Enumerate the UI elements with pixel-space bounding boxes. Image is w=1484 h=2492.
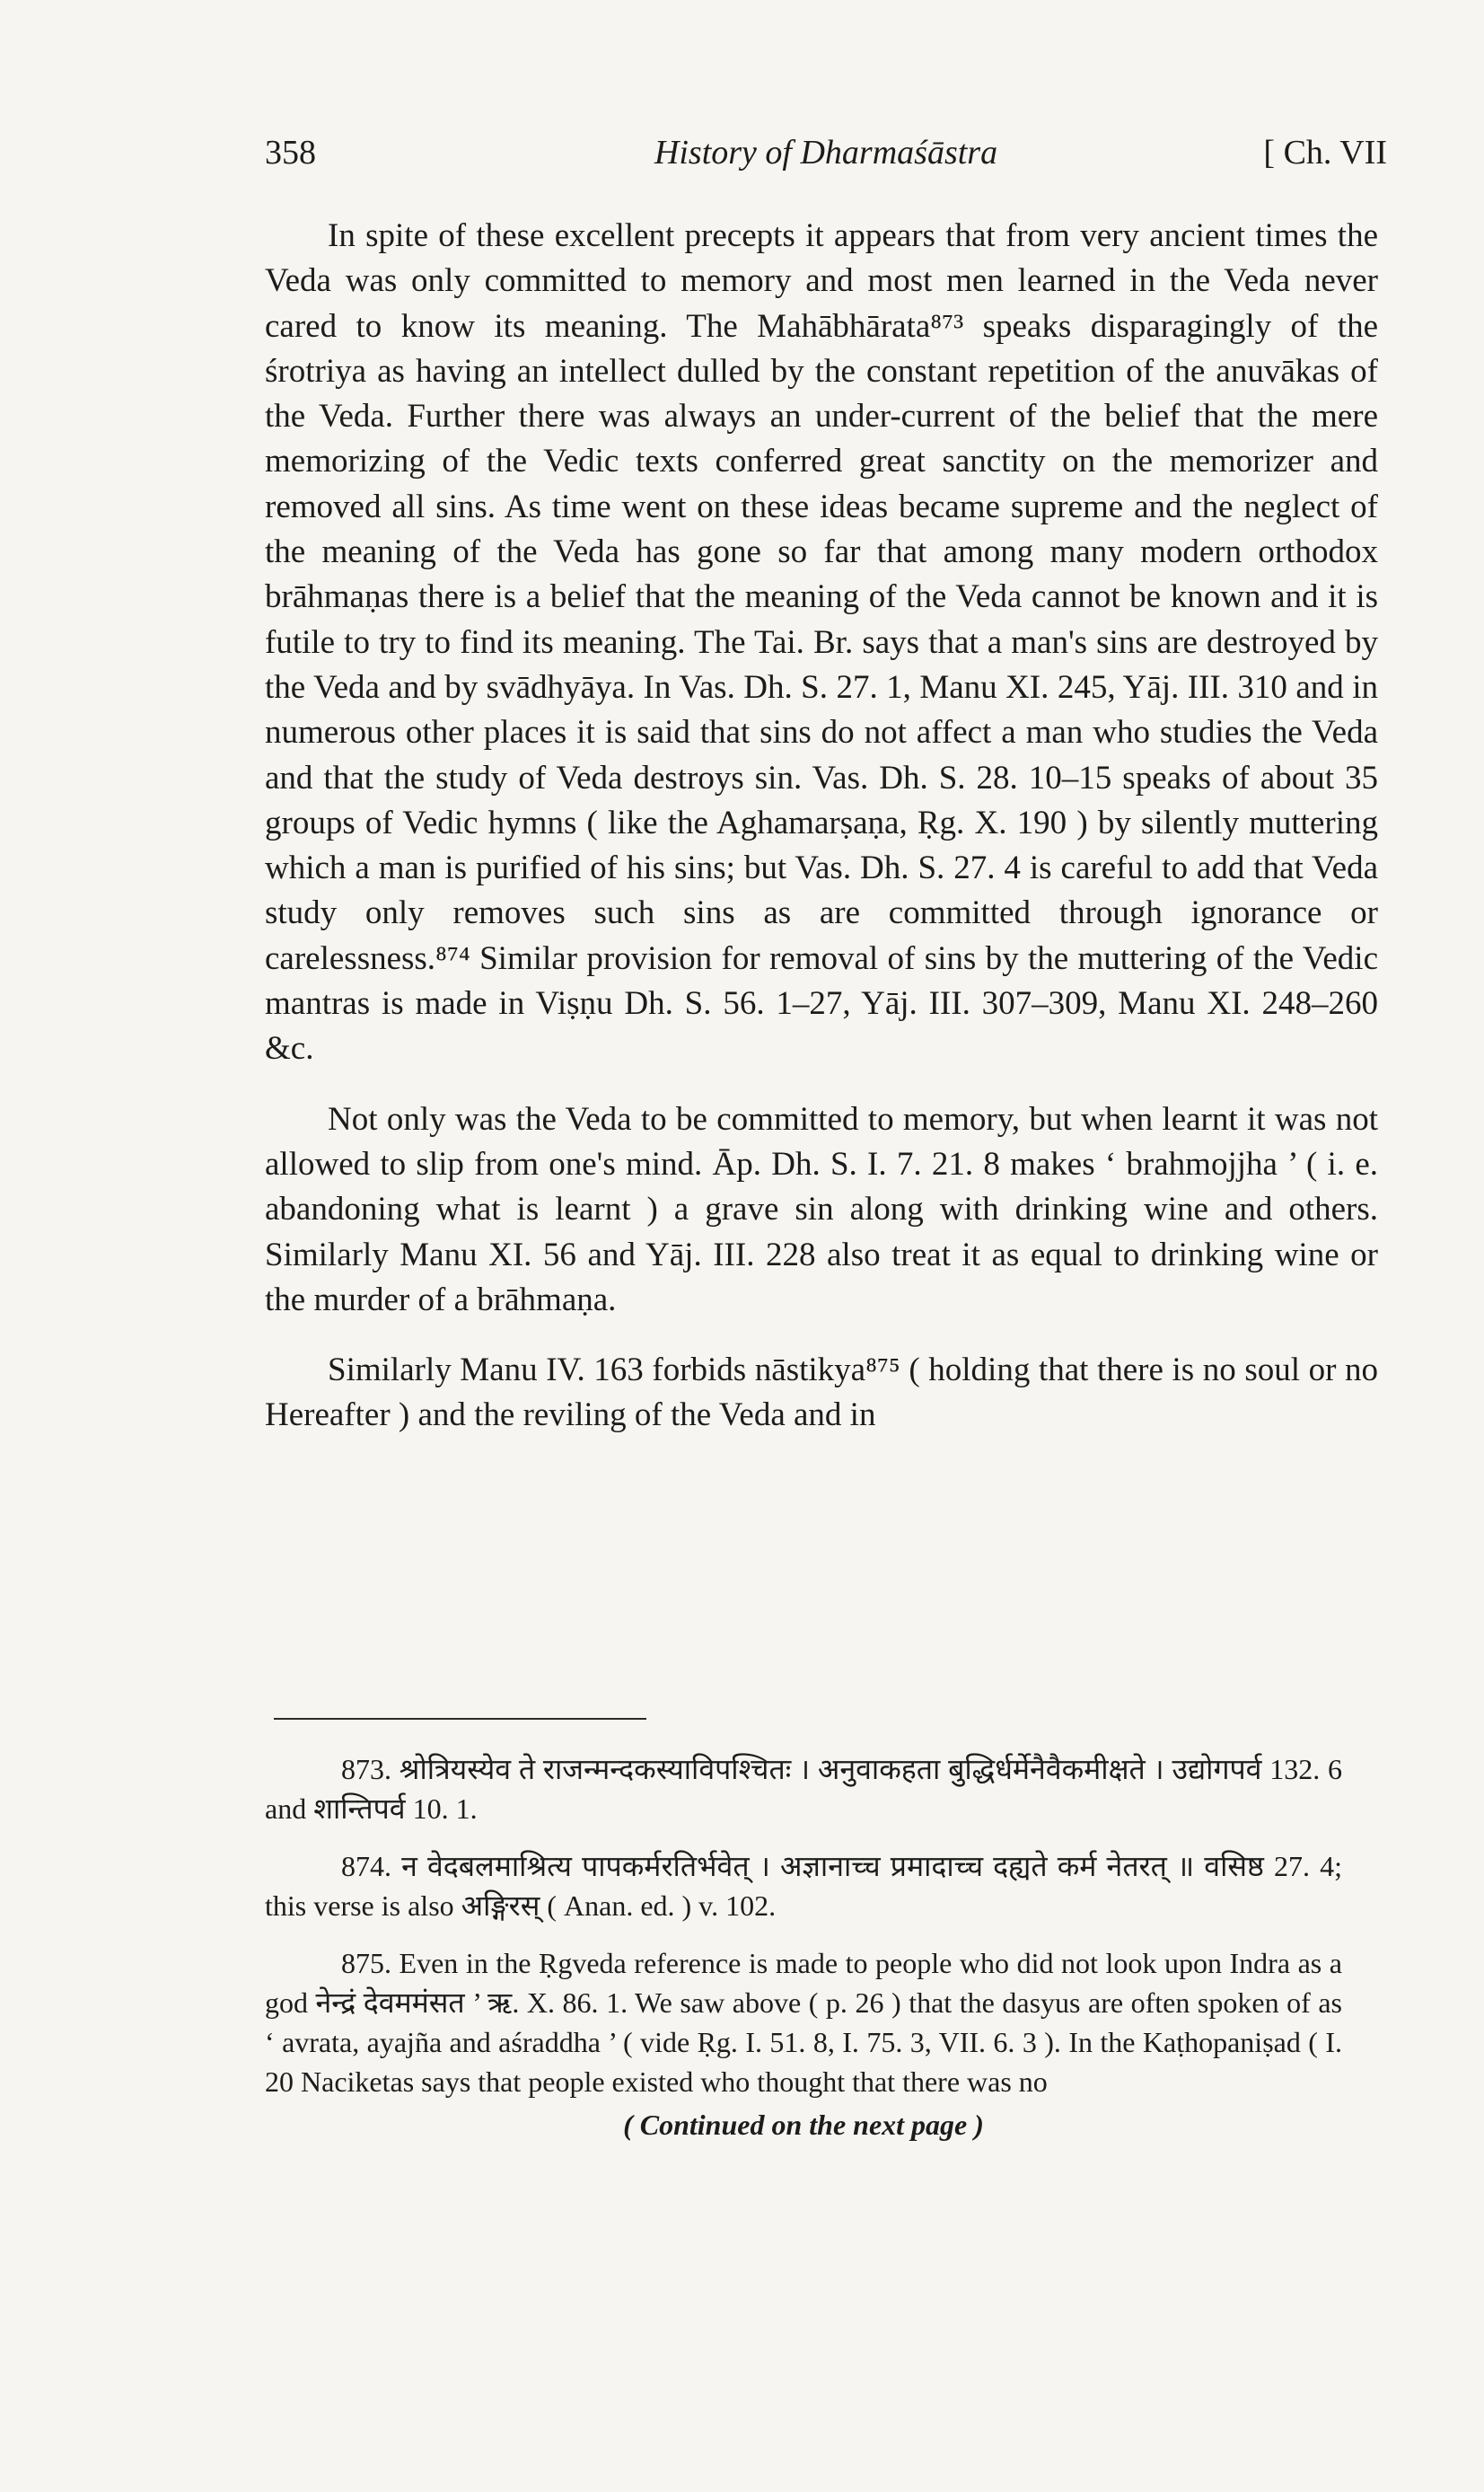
footnote: 873. श्रोत्रियस्येव ते राजन्मन्दकस्याविपश्चितः । अनुवाकहता बुद्धिर्धर्मेनैवैकमीक्षते । उद्योगपर्व 132. 6 and शान्तिपर्व 10. 1. (265, 1753, 1342, 1825)
paragraph: In spite of these excellent precepts it appears that from very ancient times the Veda was only committed to memory and most men learned in the Veda never cared to know its meaning. The Mahābhārata⁸⁷³ speaks disparagingly of the śrotriya as having an intellect dulled by the constant repetition of the anuvākas of the Veda. Further there was always an under-current of the belief that the mere memorizing of the Vedic texts conferred great sanctity on the memorizer and removed all sins. As time went on these ideas became supreme and the neglect of the meaning of the Veda has gone so far that among many modern orthodox brāhmaṇas there is a belief that the meaning of the Veda cannot be known and it is futile to try to find its meaning. The Tai. Br. says that a man's sins are destroyed by the Veda and by svādhyāya. In Vas. Dh. S. 27. 1, Manu XI. 245, Yāj. III. 310 and in numerous other places it is said that sins do not affect a man who studies the Veda and that the study of Veda destroys sin. Vas. Dh. S. 28. 10–15 speaks of about 35 groups of Vedic hymns ( like the Aghamarṣaṇa, Ṛg. X. 190 ) by silently muttering which a man is purified of his sins; but Vas. Dh. S. 27. 4 is careful to add that Veda study only removes such sins as are committed through ignorance or carelessness.⁸⁷⁴ Similar provision for removal of sins by the muttering of the Vedic mantras is made in Viṣṇu Dh. S. 56. 1–27, Yāj. III. 307–309, Manu XI. 248–260 &c. (265, 217, 1378, 1068)
footnote-divider (274, 1718, 646, 1720)
footnote: 874. न वेदबलमाश्रित्य पापकर्मरतिर्भवेत् । अज्ञानाच्च प्रमादाच्च दह्यते कर्म नेतरत् ॥ वसिष्ठ 27. 4; this verse is also अङ्गिरस् ( Anan. ed. ) v. 102. (265, 1850, 1342, 1922)
footnote: 875. Even in the Ṛgveda reference is made to people who did not look upon Indra as a god नेन्द्रं देवममंसत ’ ऋ. X. 86. 1. We saw above ( p. 26 ) that the dasyus are often spoken of as ‘ avrata, ayajña and aśraddha ’ ( vide Ṛg. I. 51. 8, I. 75. 3, VII. 6. 3 ). In the Kaṭhopaniṣad ( I. 20 Naciketas says that people existed who thought that there was no (265, 1947, 1342, 2098)
running-header (265, 133, 1387, 187)
main-text (265, 214, 1378, 1439)
footnotes (265, 1749, 1342, 2144)
running-title: History of Dharmaśāstra (654, 134, 998, 172)
chapter-label: [ Ch. VII (1263, 134, 1387, 172)
page-number: 358 (265, 134, 316, 172)
continued-note: ( Continued on the next page ) (623, 2109, 984, 2141)
paragraph: Not only was the Veda to be committed to memory, but when learnt it was not allowed to slip from one's mind. Āp. Dh. S. I. 7. 21. 8 makes ‘ brahmojjha ’ ( i. e. abandoning what is learnt ) a grave sin along with drinking wine and others. Similarly Manu XI. 56 and Yāj. III. 228 also treat it as equal to drinking wine or the murder of a brāhmaṇa. (265, 1100, 1378, 1318)
paragraph: Similarly Manu IV. 163 forbids nāstikya⁸⁷⁵ ( holding that there is no soul or no Hereafter ) and the reviling of the Veda and in (265, 1352, 1378, 1434)
